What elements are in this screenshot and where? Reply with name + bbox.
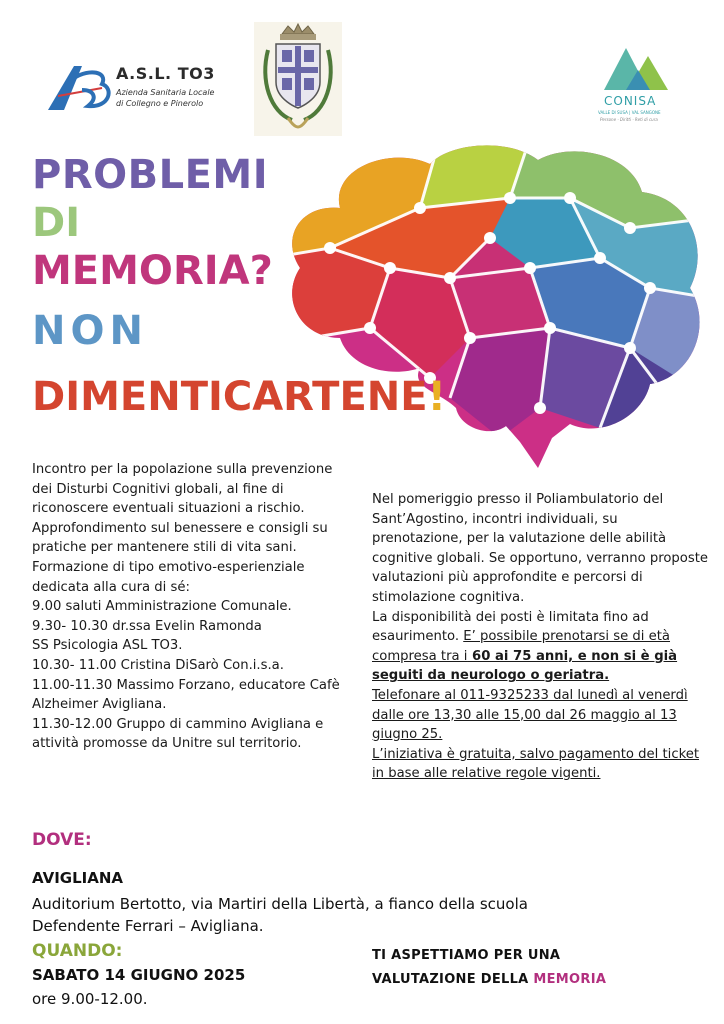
place-address: Auditorium Bertotto, via Martiri della Libertà, a fianco della scuola Defendente Ferrari – Avigliana. [32, 895, 528, 935]
schedule-item: 11.00-11.30 Massimo Forzano, educatore Cafè Alzheimer Avigliana. [32, 677, 340, 713]
conisa-tagline: Persone · Diritti · Reti di cura [600, 117, 658, 122]
training-paragraph: Formazione di tipo emotivo-esperienziale dedicata alla cura di sé: [32, 559, 305, 595]
title-line-memoria: MEMORIA? [32, 248, 273, 294]
availability-paragraph: La disponibilità dei posti è limitata fino ad esaurimento. E’ possibile prenotarsi se di età compresa tra i 60 ai 75 anni, e non si è già seguiti da neurologo o geriatra. [372, 609, 678, 684]
title-line-problemi: PROBLEMI [32, 152, 269, 198]
title-line-dimenticartene: DIMENTICARTENE! [32, 374, 446, 420]
asl-name: A.S.L. TO3 [116, 64, 215, 83]
right-column [372, 490, 712, 784]
age-range-highlight: 60 ai 75 anni, e non si è già seguiti da neurologo o geriatra. [372, 648, 678, 684]
event-date: SABATO 14 GIUGNO 2025 [32, 966, 246, 984]
closing-message: TI ASPETTIAMO PER UNA VALUTAZIONE DELLA MEMORIA [372, 948, 607, 987]
phone-booking-info: Telefonare al 011-9325233 dal lunedì al venerdì dalle ore 13,30 alle 15,00 dal 26 maggio al 13 giugno 25. [372, 687, 688, 743]
place-name: AVIGLIANA [32, 869, 124, 887]
title-exclamation: ! [427, 374, 446, 420]
schedule-item: 9.00 saluti Amministrazione Comunale. [32, 599, 292, 615]
event-time: ore 9.00-12.00. [32, 990, 148, 1008]
title-line-non: NON [32, 308, 148, 354]
schedule-item: SS Psicologia ASL TO3. [32, 638, 183, 654]
brain-illustration-icon [270, 138, 710, 496]
left-column [32, 460, 348, 754]
municipal-crest-icon [252, 20, 344, 138]
asl-subtitle: Azienda Sanitaria Locale di Collegno e Pinerolo [116, 88, 215, 108]
afternoon-paragraph: Nel pomeriggio presso il Poliambulatorio del Sant’Agostino, incontri individuali, su prenotazione, per la valutazione delle abilità cognitive globali. Se opportuno, verranno proposte valutazioni più approfondite e percorsi di stimolazione cognitiva. [372, 492, 708, 605]
schedule-item: 10.30- 11.00 Cristina DiSarò Con.i.s.a. [32, 657, 284, 673]
closing-memoria: MEMORIA [533, 972, 607, 987]
conisa-logo-icon [596, 40, 682, 120]
conisa-name: CONISA [604, 94, 657, 108]
intro-paragraph: Incontro per la popolazione sulla prevenzione dei Disturbi Cognitivi globali, al fine di riconoscere eventuali situazioni a rischio. [32, 462, 333, 517]
booking-eligibility: E’ possibile prenotarsi se di età compresa tra i [372, 629, 671, 664]
when-label: QUANDO: [32, 941, 123, 961]
title-line-di: DI [32, 200, 81, 246]
free-notice: L’iniziativa è gratuita, salvo pagamento del ticket in base alle relative regole vigenti. [372, 746, 700, 782]
wellbeing-paragraph: Approfondimento sul benessere e consigli su pratiche per mantenere stili di vita sani. [32, 520, 328, 556]
where-label: DOVE: [32, 830, 92, 850]
schedule-item: 9.30- 10.30 dr.ssa Evelin Ramonda [32, 618, 262, 634]
conisa-subtitle: VALLE DI SUSA | VAL SANGONE [598, 110, 661, 115]
schedule-item: 11.30-12.00 Gruppo di cammino Avigliana e attività promosse da Unitre sul territorio. [32, 716, 324, 752]
